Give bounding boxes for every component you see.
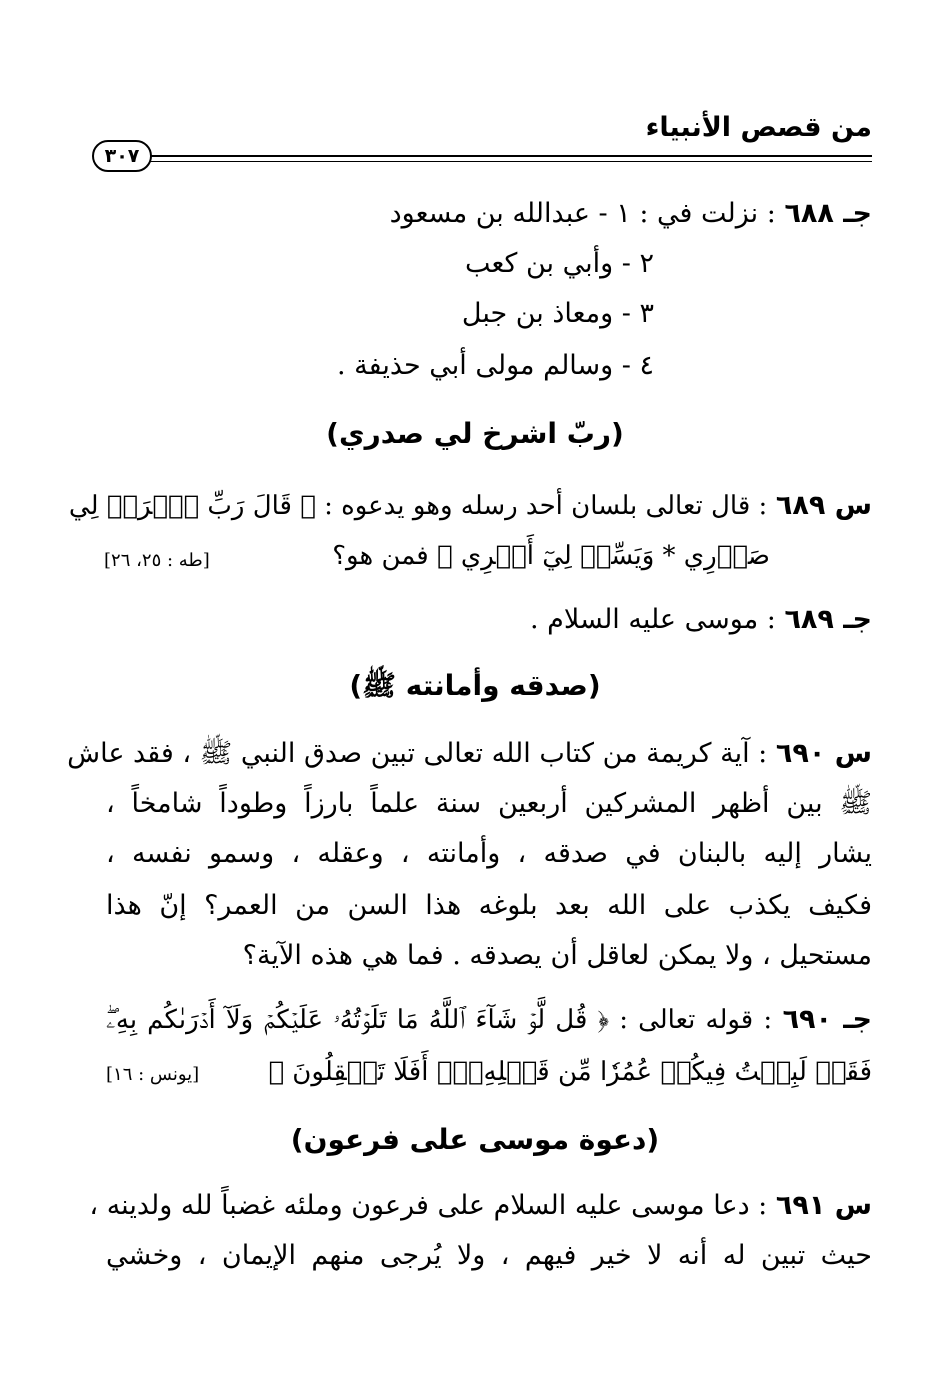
running-title: من قصص الأنبياء <box>645 112 872 143</box>
question-text-line: مستحيل ، ولا يمكن لعاقل أن يصدقه . فما هي هذه الآية؟ <box>242 940 872 971</box>
answer-text: : قوله تعالى : ﴿ قُل لَّوۡ شَآءَ ٱللَّهُ مَا تَلَوۡتُهُۥ عَلَيۡكُمۡ وَلَآ أَدۡرَىٰكُم بِهِۦۖ <box>106 1005 773 1035</box>
list-item: ٢ - وأبي بن كعب <box>465 248 654 279</box>
question-text: : آية كريمة من كتاب الله تعالى تبين صدق النبي ﷺ ، فقد عاش <box>67 738 768 769</box>
answer-text-continued: فَقَدۡ لَبِثۡتُ فِيكُمۡ عُمُرٗا مِّن قَبۡلِهِۦٓۚ أَفَلَا تَعۡقِلُونَ ﴾ <box>268 1057 872 1087</box>
section-heading: (ربّ اشرخ لي صدري) <box>326 417 624 450</box>
question-text-line: فكيف يكذب على الله بعد بلوغه هذا السن من العمر؟ إنّ هذا <box>106 890 872 921</box>
question-690 <box>67 732 872 776</box>
question-label: س ٦٩٠ <box>775 738 872 769</box>
question-text: : دعا موسى عليه السلام على فرعون وملئه غضباً لله ولدينه ، <box>89 1190 768 1221</box>
answer-688 <box>390 192 872 236</box>
answer-label: جـ ٦٨٩ <box>784 604 872 635</box>
page-number: ٣٠٧ <box>92 140 152 172</box>
section-heading: (دعوة موسى على فرعون) <box>290 1123 660 1156</box>
list-item: ٣ - ومعاذ بن جبل <box>461 298 654 329</box>
question-label: س ٦٩١ <box>775 1190 872 1221</box>
answer-label: جـ ٦٩٠ <box>782 1004 872 1035</box>
question-label: س ٦٨٩ <box>775 490 872 521</box>
question-text: : قال تعالى بلسان أحد رسله وهو يدعوه : ﴿ قَالَ رَبِّ ٱشۡرَحۡ لِي <box>68 491 768 521</box>
answer-label: جـ ٦٨٨ <box>784 198 872 229</box>
answer-text: : موسى عليه السلام . <box>529 604 776 635</box>
section-heading: (صدقه وأمانته ﷺ) <box>349 669 601 702</box>
answer-689 <box>530 598 872 642</box>
question-text-line: ﷺ بين أظهر المشركين أربعين سنة علماً بارزاً وطوداً شامخاً ، <box>106 788 872 819</box>
question-text-line: يشار إليه بالبنان في صدقه ، وأمانته ، وعقله ، وسمو نفسه ، <box>106 838 872 869</box>
quran-reference: [طه : ٢٥، ٢٦] <box>104 550 210 571</box>
question-691 <box>89 1184 872 1228</box>
answer-690 <box>106 998 872 1042</box>
question-text-continued: صَدۡرِي * وَيَسِّرۡ لِيٓ أَمۡرِي ﴾ فمن هو؟ <box>332 541 770 571</box>
header-rule <box>150 155 872 157</box>
quran-reference: [يونس : ١٦] <box>106 1064 200 1085</box>
question-text-line: حيث تبين له أنه لا خير فيهم ، ولا يُرجى منهم الإيمان ، وخشي <box>106 1240 872 1271</box>
question-689 <box>68 484 872 528</box>
answer-text: : نزلت في : ١ - عبدالله بن مسعود <box>389 198 776 229</box>
list-item: ٤ - وسالم مولى أبي حذيفة . <box>337 350 654 381</box>
